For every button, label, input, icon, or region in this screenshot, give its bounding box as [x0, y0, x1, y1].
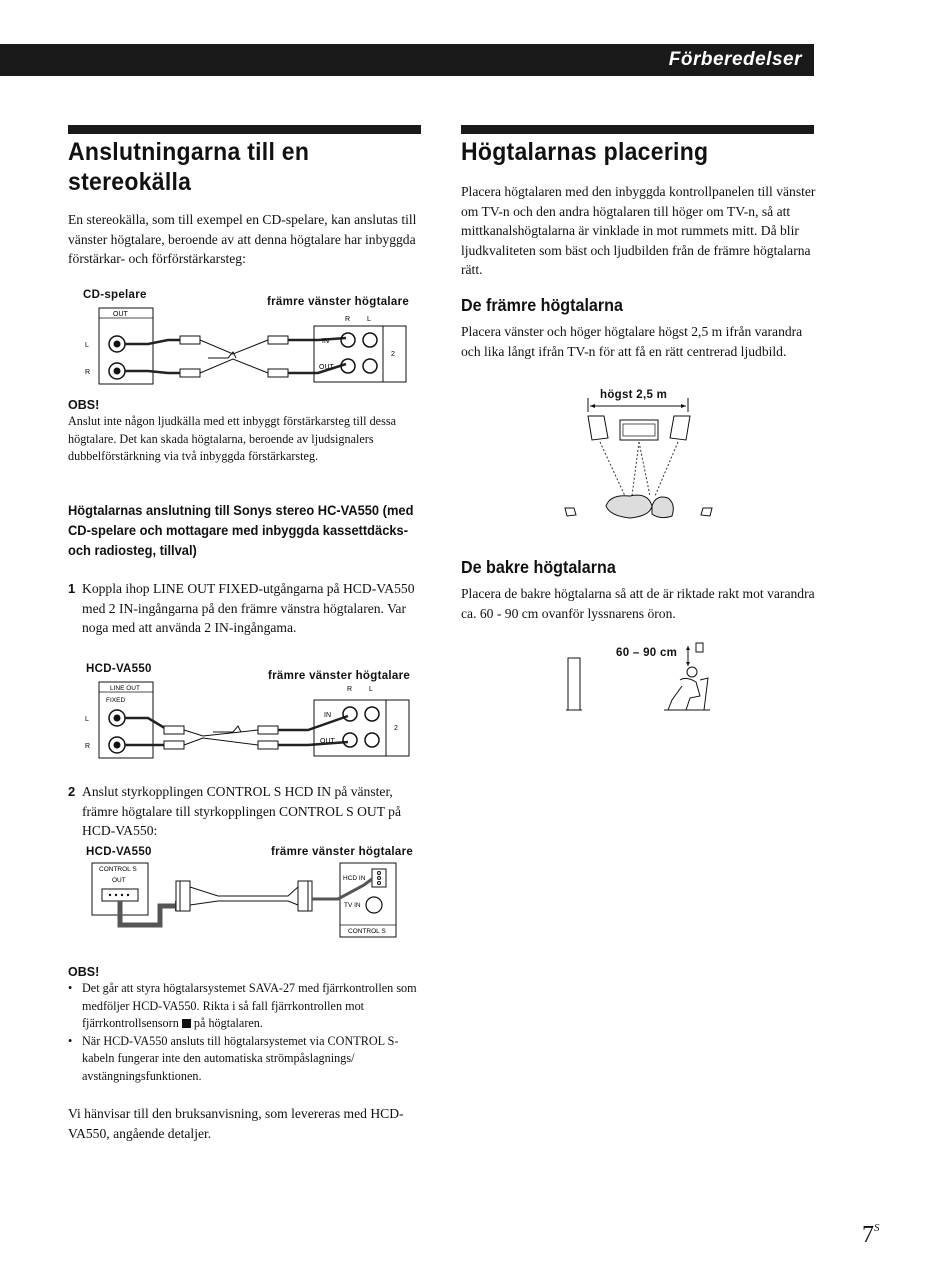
cd-player-label: CD-spelare [83, 289, 147, 301]
page-number: $7^S$ [862, 1222, 880, 1248]
left-title-rule [68, 125, 421, 134]
svg-text:2: 2 [391, 351, 395, 358]
svg-text:FIXED: FIXED [106, 697, 126, 704]
svg-text:L: L [85, 716, 89, 723]
svg-text:TV IN: TV IN [344, 902, 361, 909]
front-placement-drawing [560, 388, 720, 523]
svg-text:IN: IN [322, 338, 329, 345]
svg-text:OUT: OUT [113, 311, 128, 318]
step-1-text: Koppla ihop LINE OUT FIXED-utgångarna på HCD-VA550 med 2 IN-ingångarna på den främre vänstra högtalaren. Var noga med att använda 2 IN-ingångama. [82, 581, 415, 635]
obs2-bullet-2: • När HCD-VA550 ansluts till högtalarsystemet via CONTROL S-kabeln fungerar inte den automatiska strömpåslagnings/ avstängningsfunktionen. [68, 1033, 424, 1086]
right-intro: Placera högtalaren med den inbyggda kontrollpanelen till vänster om TV-n och den andra högtalaren till höger om TV-n, så att mittkanalshögtalarna är vinklade in mot rummets mitt. Då blir ljudkvaliteten som bäst och ljudbilden från de främre högtalarna rätt. [461, 184, 816, 277]
svg-text:OUT: OUT [112, 877, 126, 884]
obs2-title: OBS! [68, 965, 100, 979]
svg-text:CONTROL S: CONTROL S [99, 866, 137, 873]
obs1-title: OBS! [68, 398, 100, 412]
cd-connection-diagram [68, 288, 424, 388]
header-bar [0, 44, 814, 76]
closing-text: Vi hänvisar till den bruksanvisning, som levereras med HCD-VA550, angående detaljer. [68, 1106, 404, 1141]
svg-text:R: R [345, 316, 351, 323]
line-out-connection-drawing [68, 680, 424, 760]
svg-text:R: R [347, 686, 353, 693]
obs2-bullet-1: • Det går att styra högtalarsystemet SAVA-27 med fjärrkontrollen som medföljer HCD-VA550. Rikta i så fall fjärrkontrollen mot fjärrkontrollsensorn på högtalaren. [68, 980, 424, 1033]
rear-placement-diagram [560, 640, 720, 715]
obs2-list [68, 980, 424, 1085]
front-placement-diagram [560, 388, 720, 523]
obs1-text: Anslut inte någon ljudkälla med ett inbyggt förstärkarsteg till dessa högtalare. Det kan skada högtalarna, beroende av ljudsignalers dubbelförstärkning via två inbyggda förstärkarsteg. [68, 414, 396, 463]
svg-text:L: L [367, 316, 371, 323]
svg-text:HCD IN: HCD IN [343, 875, 366, 882]
control-s-drawing [68, 861, 424, 939]
step-1-number: 1 [68, 581, 76, 596]
step-2-text: Anslut styrkopplingen CONTROL S HCD IN på vänster, främre högtalare till styrkopplingen CONTROL S OUT på HCD-VA550: [82, 784, 402, 838]
step-2-number: 2 [68, 784, 76, 799]
rear-speakers-heading: De bakre högtalarna [461, 557, 616, 577]
front-left-speaker-label: främre vänster högtalare [267, 296, 410, 308]
svg-text:OUT: OUT [319, 364, 334, 371]
svg-text:CONTROL S: CONTROL S [348, 928, 386, 935]
svg-text:R: R [85, 369, 91, 376]
front-left-speaker-label-3: främre vänster högtalare [271, 846, 414, 858]
svg-text:L: L [369, 686, 373, 693]
svg-text:LINE OUT: LINE OUT [110, 685, 140, 692]
max-distance-label: högst 2,5 m [600, 389, 668, 401]
front-speakers-text: Placera vänster och höger högtalare högst 2,5 m ifrån varandra och lika långt ifrån TV-n för att få en rätt centrerad ljudbild. [461, 324, 803, 359]
step-2 [68, 782, 424, 841]
rear-placement-drawing [560, 640, 720, 715]
obs1-note [68, 413, 424, 466]
svg-text:L: L [85, 342, 89, 349]
rear-speakers-text: Placera de bakre högtalarna så att de är riktade rakt mot varandra ca. 60 - 90 cm ovanför lyssnarens öron. [461, 586, 815, 621]
left-intro: En stereokälla, som till exempel en CD-spelare, kan anslutas till vänster högtalare, beroende av att denna högtalare har inbyggda förstärkar- och förförstärkarsteg: [68, 212, 417, 266]
height-range-label: 60 – 90 cm [616, 647, 678, 659]
section-title: Förberedelser [668, 49, 802, 70]
svg-text:OUT: OUT [320, 738, 335, 745]
svg-text:2: 2 [394, 725, 398, 732]
front-speakers-heading: De främre högtalarna [461, 295, 623, 315]
left-title: Anslutningarna till en stereokälla [68, 138, 310, 196]
right-title-rule [461, 125, 814, 134]
control-s-connection-diagram [68, 845, 424, 940]
hcd-va550-label-1: HCD-VA550 [86, 663, 152, 675]
svg-text:R: R [85, 743, 91, 750]
right-title: Högtalarnas placering [461, 138, 709, 166]
step-1 [68, 579, 424, 638]
svg-text:IN: IN [324, 712, 331, 719]
remote-sensor-icon [182, 1019, 191, 1028]
front-left-speaker-label-2: främre vänster högtalare [268, 670, 411, 682]
hcd-va550-label-2: HCD-VA550 [86, 846, 152, 858]
cd-connection-drawing [68, 306, 424, 386]
line-out-connection-diagram [68, 662, 424, 762]
hcva550-subheading: Högtalarnas anslutning till Sonys stereo HC-VA550 (med CD-spelare och mottagare med inbyggda kassettdäcks- och radiosteg, tillval) [68, 502, 414, 558]
